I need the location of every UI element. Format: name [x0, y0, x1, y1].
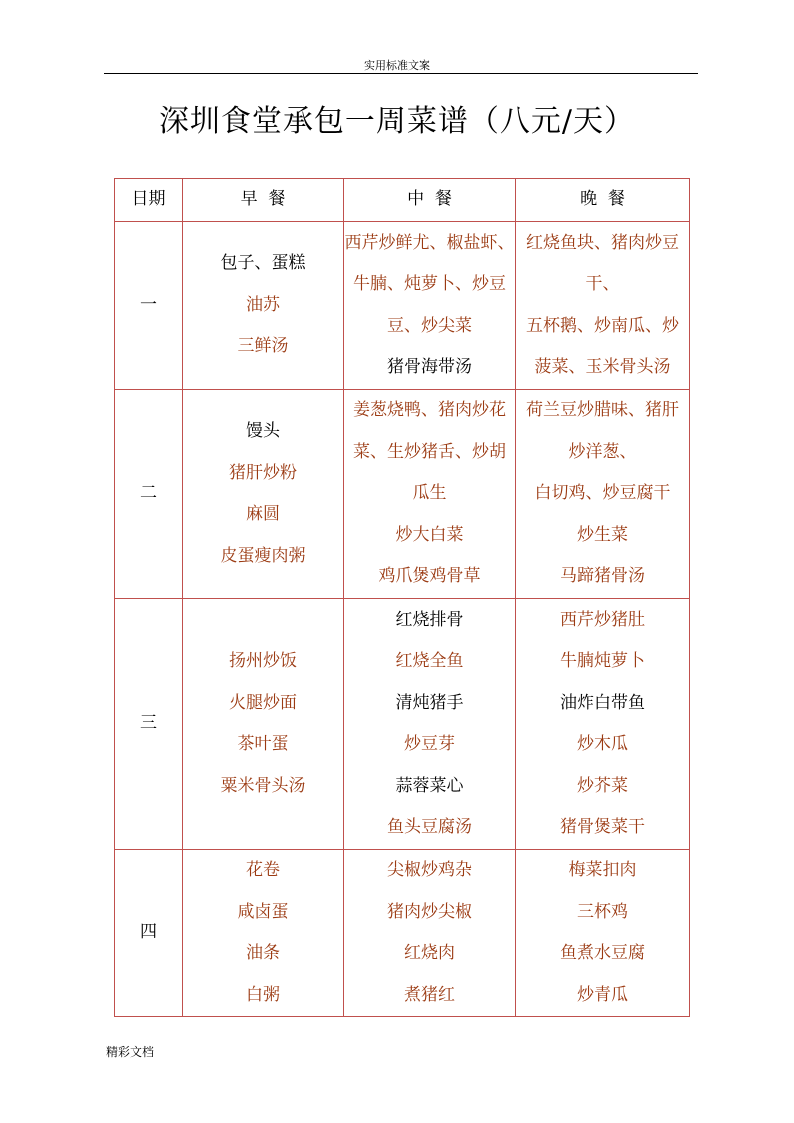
menu-item: 豆、炒尖菜 — [387, 315, 472, 336]
menu-item: 鸡爪煲鸡骨草 — [378, 566, 481, 587]
menu-item: 油炸白带鱼 — [560, 692, 645, 713]
menu-item: 红烧排骨 — [395, 609, 464, 630]
menu-item: 油苏 — [246, 294, 280, 315]
menu-item: 炒大白菜 — [395, 524, 464, 545]
menu-item: 炒洋葱、 — [568, 441, 637, 462]
col-header-dinner: 晚 餐 — [516, 179, 690, 222]
table-header-row — [115, 179, 690, 222]
menu-item: 火腿炒面 — [229, 692, 297, 713]
menu-item: 牛腩、炖萝卜、炒豆 — [353, 274, 506, 294]
menu-item: 菜、生炒猪舌、炒胡 — [353, 441, 506, 462]
menu-item: 西芹炒猪肚 — [560, 609, 645, 630]
menu-item: 瓜生 — [412, 483, 447, 504]
menu-item: 三杯鸡 — [577, 901, 628, 922]
dinner-cell — [516, 599, 690, 850]
lunch-cell — [344, 599, 516, 850]
page-header: 实用标准文案 — [364, 59, 430, 72]
menu-item: 油条 — [246, 943, 280, 963]
menu-item: 尖椒炒鸡杂 — [387, 860, 472, 880]
col-header-date: 日期 — [115, 179, 183, 222]
menu-item: 干、 — [585, 274, 620, 294]
menu-item: 清炖猪手 — [395, 692, 464, 713]
menu-item: 皮蛋瘦肉粥 — [220, 545, 306, 566]
lunch-cell — [344, 390, 516, 599]
breakfast-cell — [183, 850, 344, 1017]
dinner-cell — [516, 850, 690, 1017]
menu-item: 麻圆 — [246, 504, 280, 524]
day-cell: 一 — [115, 222, 183, 390]
menu-item: 荷兰豆炒腊味、猪肝 — [526, 400, 679, 421]
table-row-tue — [115, 390, 690, 599]
menu-item: 包子、蛋糕 — [220, 253, 306, 274]
menu-item: 鱼煮水豆腐 — [560, 943, 645, 963]
day-cell: 四 — [115, 850, 183, 1017]
menu-item: 煮猪红 — [404, 984, 455, 1005]
table-row-thu — [115, 850, 690, 1017]
col-header-lunch: 中 餐 — [344, 179, 516, 222]
menu-item: 扬州炒饭 — [229, 651, 297, 671]
menu-item: 茶叶蛋 — [237, 734, 289, 754]
menu-item: 炒青瓜 — [577, 984, 628, 1005]
menu-item: 咸卤蛋 — [237, 901, 289, 922]
menu-item: 姜葱烧鸭、猪肉炒花 — [353, 400, 506, 421]
menu-item: 马蹄猪骨汤 — [560, 566, 645, 587]
weekly-menu-table — [114, 178, 690, 1017]
lunch-cell — [344, 222, 516, 390]
lunch-cell — [344, 850, 516, 1017]
menu-item: 梅菜扣肉 — [568, 860, 637, 880]
menu-item: 炒木瓜 — [577, 734, 628, 754]
document-title: 深圳食堂承包一周菜谱（八元/天） — [158, 104, 636, 139]
menu-item: 红烧全鱼 — [395, 651, 464, 671]
menu-item: 炒芥菜 — [577, 775, 628, 796]
menu-item: 炒生菜 — [577, 524, 628, 545]
menu-item: 白粥 — [246, 984, 280, 1005]
menu-item: 猪肝炒粉 — [229, 462, 297, 483]
menu-item: 猪骨煲菜干 — [560, 817, 645, 837]
page-footer: 精彩文档 — [106, 1045, 155, 1059]
menu-item: 花卷 — [246, 860, 280, 880]
menu-item: 五杯鹅、炒南瓜、炒 — [526, 315, 679, 336]
breakfast-cell — [183, 599, 344, 850]
menu-item: 猪骨海带汤 — [387, 357, 472, 377]
breakfast-cell — [183, 390, 344, 599]
menu-item: 牛腩炖萝卜 — [560, 651, 645, 671]
menu-item: 白切鸡、炒豆腐干 — [534, 483, 671, 504]
day-cell: 二 — [115, 390, 183, 599]
breakfast-cell — [183, 222, 344, 390]
menu-item: 三鲜汤 — [237, 336, 289, 357]
table-body — [115, 222, 690, 1017]
menu-item: 馒头 — [246, 421, 280, 441]
menu-item: 西芹炒鲜尤、椒盐虾、 — [344, 232, 515, 253]
menu-item: 猪肉炒尖椒 — [387, 901, 472, 922]
menu-item: 蒜蓉菜心 — [395, 775, 464, 796]
dinner-cell — [516, 390, 690, 599]
menu-item: 菠菜、玉米骨头汤 — [534, 357, 671, 377]
table-row-wed — [115, 599, 690, 850]
dinner-cell — [516, 222, 690, 390]
day-cell: 三 — [115, 599, 183, 850]
menu-item: 炒豆芽 — [404, 734, 455, 754]
menu-item: 红烧鱼块、猪肉炒豆 — [526, 232, 679, 253]
col-header-breakfast: 早 餐 — [183, 179, 344, 222]
table-row-mon — [115, 222, 690, 390]
menu-item: 鱼头豆腐汤 — [387, 817, 472, 837]
menu-item: 红烧肉 — [404, 943, 455, 963]
header-divider — [104, 73, 698, 74]
menu-item: 粟米骨头汤 — [220, 775, 306, 796]
